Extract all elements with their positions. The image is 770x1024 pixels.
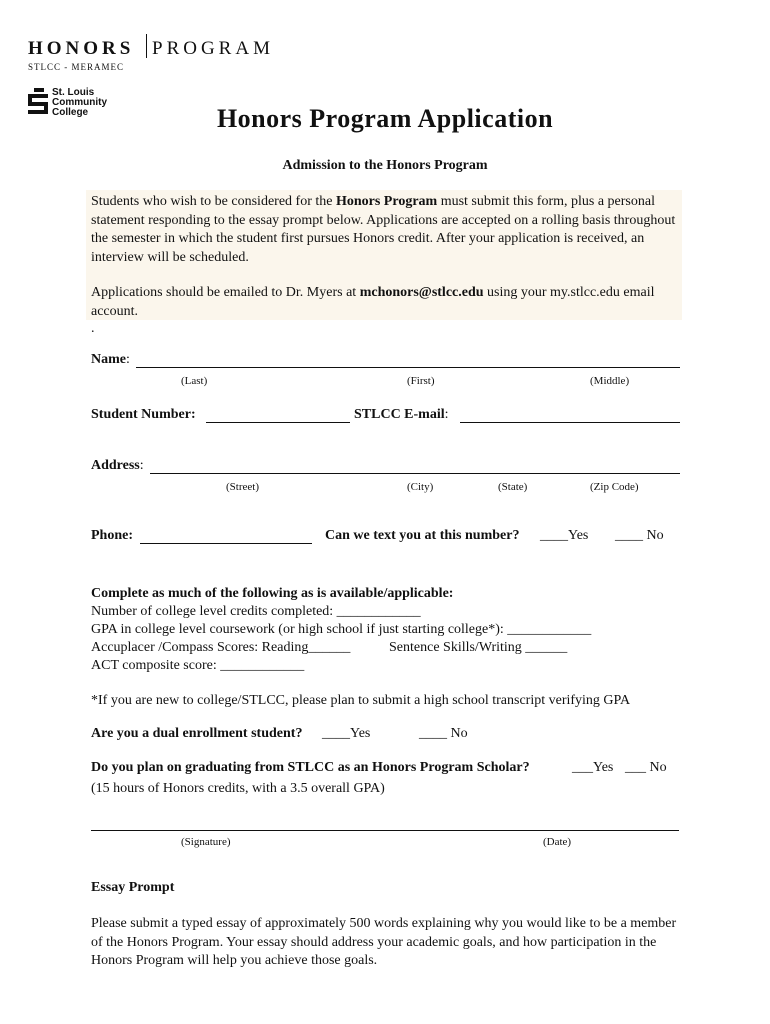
scholar-yes-option[interactable]: ___Yes xyxy=(572,760,614,775)
dual-enrollment-question: Are you a dual enrollment student? xyxy=(91,726,303,741)
address-zip-caption: (Zip Code) xyxy=(590,481,639,493)
signature-caption: (Signature) xyxy=(181,836,231,848)
text-no-option[interactable]: ____ No xyxy=(615,528,664,543)
address-state-caption: (State) xyxy=(498,481,528,493)
gpa-field[interactable]: GPA in college level coursework (or high school if just starting college*): ____________ xyxy=(91,622,592,637)
address-field[interactable] xyxy=(150,473,680,474)
dual-yes-option[interactable]: ____Yes xyxy=(322,726,371,741)
college-logo-text: St. Louis Community College xyxy=(52,87,107,118)
scholar-no-option[interactable]: ___ No xyxy=(625,760,667,775)
text-question: Can we text you at this number? xyxy=(325,528,520,543)
essay-text: Please submit a typed essay of approximately 500 words explaining why you would like to be a member of the Honors Program. Your essay should address your academic goals, and how participation in the Honors Program will help you achieve those goals. xyxy=(91,916,677,968)
credits-field[interactable]: Number of college level credits completed: ____________ xyxy=(91,604,421,619)
phone-label: Phone: xyxy=(91,528,133,543)
date-caption: (Date) xyxy=(543,836,572,848)
header-divider xyxy=(146,34,147,58)
text-yes-option[interactable]: ____Yes xyxy=(540,528,589,543)
name-last-caption: (Last) xyxy=(181,375,208,387)
intro-paragraph: Students who wish to be considered for the Honors Program must submit this form, plus a personal statement responding to the essay prompt below. Applications are accepted on a rolling basis throughout the semester in which the student first pursues Honors credit. After your application is received, an interview will be scheduled. xyxy=(91,194,676,265)
header-honors: HONORS xyxy=(28,38,135,59)
act-score-field[interactable]: ACT composite score: ____________ xyxy=(91,658,305,673)
header-program: PROGRAM xyxy=(152,38,274,59)
page-title: Honors Program Application xyxy=(216,104,554,133)
intro-dot: . xyxy=(91,321,95,336)
address-label: Address: xyxy=(91,458,144,473)
address-city-caption: (City) xyxy=(407,481,434,493)
accuplacer-reading-field[interactable]: Accuplacer /Compass Scores: Reading______ xyxy=(91,640,351,655)
scholar-question: Do you plan on graduating from STLCC as an Honors Program Scholar? xyxy=(91,760,530,775)
name-label: Name: xyxy=(91,352,130,367)
essay-heading: Essay Prompt xyxy=(91,880,175,895)
signature-line[interactable] xyxy=(91,830,679,831)
header-campus: STLCC - MERAMEC xyxy=(28,62,125,72)
address-street-caption: (Street) xyxy=(226,481,259,493)
name-middle-caption: (Middle) xyxy=(590,375,630,387)
stlcc-email-field[interactable] xyxy=(460,422,680,423)
dual-no-option[interactable]: ____ No xyxy=(419,726,468,741)
complete-heading: Complete as much of the following as is available/applicable: xyxy=(91,586,454,601)
page-subtitle: Admission to the Honors Program xyxy=(282,158,488,173)
sentence-skills-field[interactable]: Sentence Skills/Writing ______ xyxy=(389,640,568,655)
transcript-note: *If you are new to college/STLCC, please plan to submit a high school transcript verifying GPA xyxy=(91,693,631,708)
intro-email-paragraph: Applications should be emailed to Dr. Myers at mchonors@stlcc.edu using your my.stlcc.edu email account. xyxy=(91,285,655,319)
student-number-field[interactable] xyxy=(206,422,350,423)
name-field[interactable] xyxy=(136,367,680,368)
stlcc-email-label: STLCC E-mail: xyxy=(354,407,449,422)
scholar-note: (15 hours of Honors credits, with a 3.5 overall GPA) xyxy=(91,781,385,796)
student-number-label: Student Number: xyxy=(91,407,196,422)
phone-field[interactable] xyxy=(140,543,312,544)
name-first-caption: (First) xyxy=(407,375,435,387)
